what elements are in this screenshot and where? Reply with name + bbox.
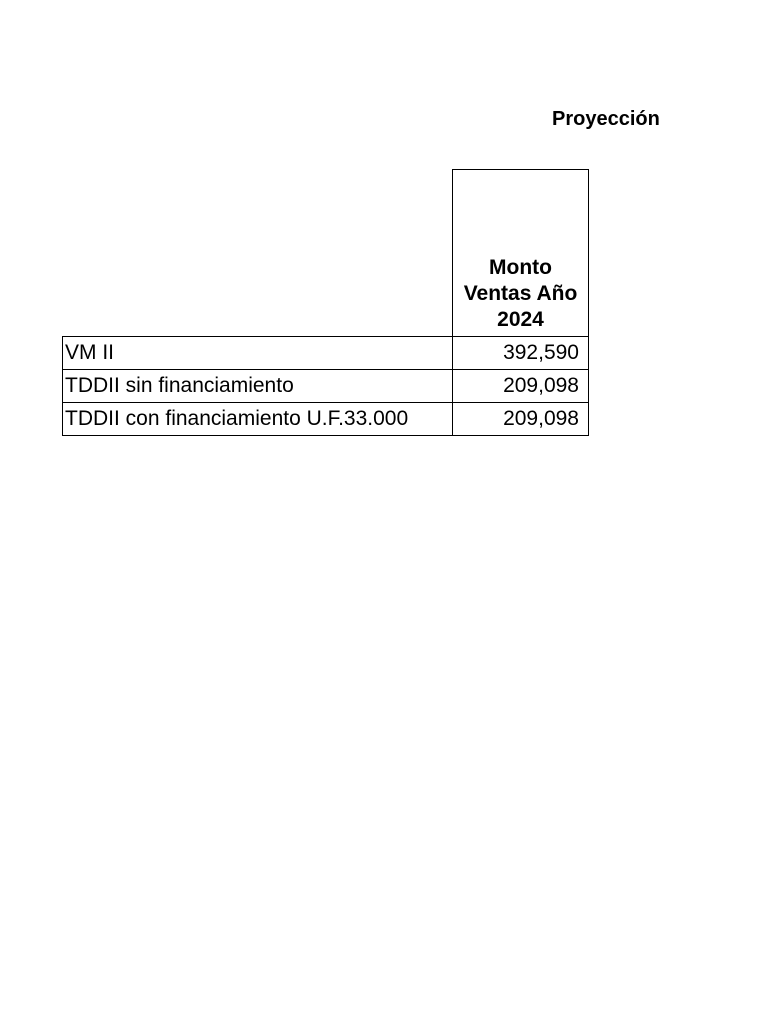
column-header-line-3: 2024 xyxy=(497,308,544,331)
row-label: TDDII con financiamiento U.F.33.000 xyxy=(63,403,453,436)
table-row xyxy=(63,370,589,403)
column-header-line-1: Monto xyxy=(489,256,552,279)
table-row xyxy=(63,403,589,436)
table-header-row xyxy=(63,170,589,337)
header-blank-cell xyxy=(63,170,453,337)
column-header-line-2: Ventas Año xyxy=(463,282,578,305)
sales-table xyxy=(62,169,589,436)
row-value: 209,098 xyxy=(453,370,589,403)
row-value: 209,098 xyxy=(453,403,589,436)
page-title: Proyección xyxy=(552,108,660,130)
table-row xyxy=(63,337,589,370)
row-label: VM II xyxy=(63,337,453,370)
row-label: TDDII sin financiamiento xyxy=(63,370,453,403)
page-title-clip xyxy=(540,104,660,136)
row-value: 392,590 xyxy=(453,337,589,370)
column-header-monto-ventas xyxy=(453,170,589,337)
